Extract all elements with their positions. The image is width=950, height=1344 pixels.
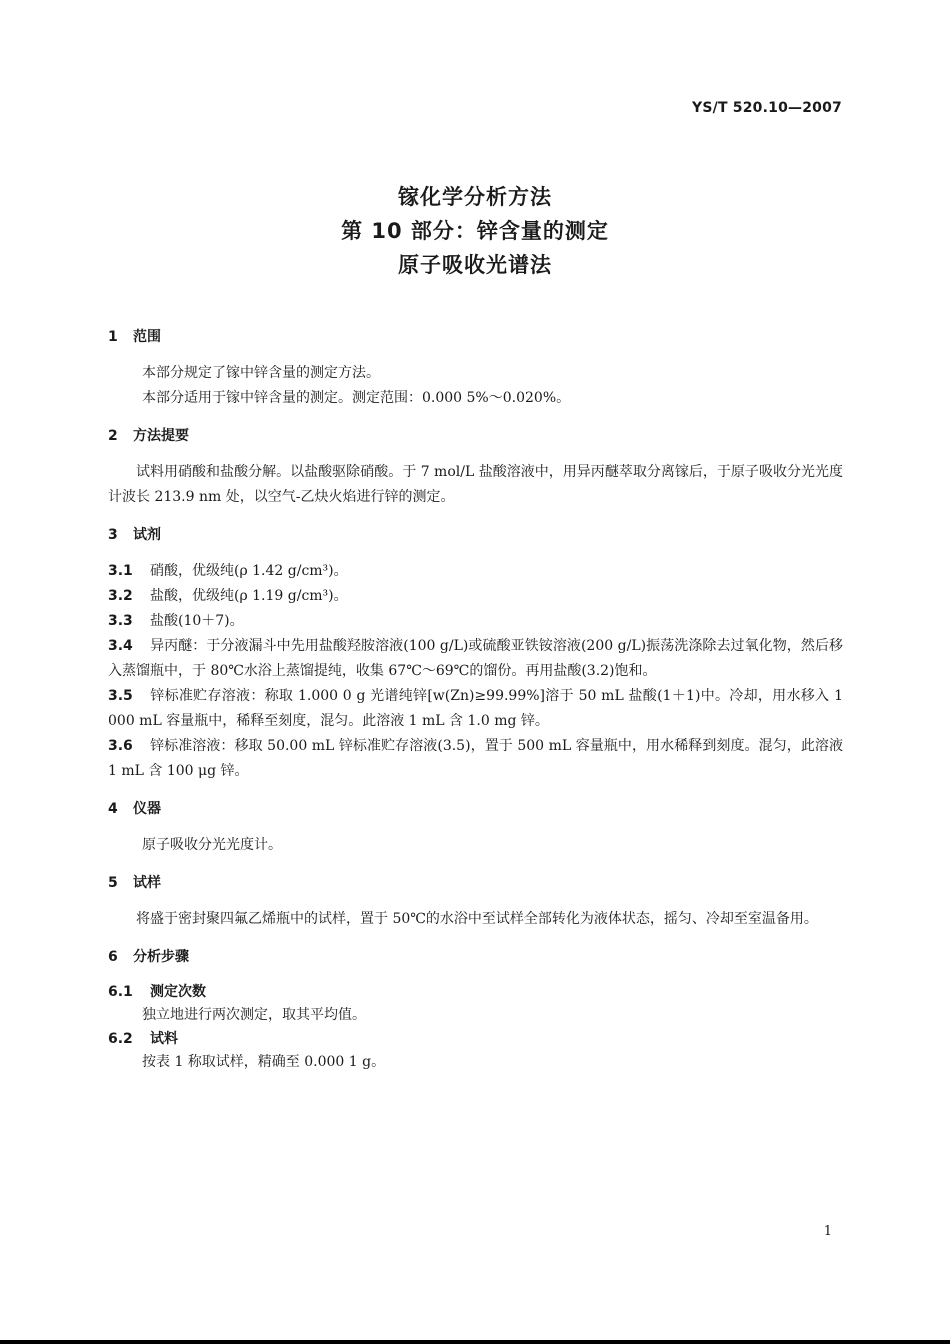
document-title bbox=[0, 180, 950, 282]
section-title: 试剂 bbox=[133, 527, 161, 543]
section-heading-6 bbox=[108, 946, 843, 968]
paragraph: 将盛于密封聚四氟乙烯瓶中的试样，置于 50℃的水浴中至试样全部转化为液体状态，摇匀、冷却至室温备用。 bbox=[136, 911, 818, 927]
section-heading-3 bbox=[108, 524, 843, 546]
subsection-title: 测定次数 bbox=[150, 984, 206, 1000]
section-title: 仪器 bbox=[133, 801, 161, 817]
document-body bbox=[108, 326, 843, 1075]
item-text: 锌标准贮存溶液：称取 1.000 0 g 光谱纯锌[w(Zn)≥99.99%]溶于 50 mL 盐酸(1＋1)中。冷却，用水移入 1 000 mL 容量瓶中，稀释至刻度，混匀。此溶液 1 mL 含 1.0 mg 锌。 bbox=[108, 688, 843, 729]
paragraph: 原子吸收分光光度计。 bbox=[142, 837, 282, 853]
item-number: 3.3 bbox=[108, 613, 133, 629]
paragraph: 本部分适用于镓中锌含量的测定。测定范围：0.000 5%～0.020%。 bbox=[142, 390, 571, 406]
section-number: 3 bbox=[108, 527, 118, 543]
item-text: 盐酸，优级纯(ρ 1.19 g/cm³)。 bbox=[150, 588, 348, 604]
subsection-heading-6-1 bbox=[108, 981, 843, 1003]
list-item bbox=[108, 634, 843, 684]
title-line-1: 镓化学分析方法 bbox=[398, 185, 552, 209]
bottom-edge-bar bbox=[0, 1340, 950, 1344]
item-text: 硝酸，优级纯(ρ 1.42 g/cm³)。 bbox=[150, 563, 348, 579]
section-heading-1 bbox=[108, 326, 843, 348]
item-number: 3.5 bbox=[108, 688, 133, 704]
section-title: 试样 bbox=[133, 875, 161, 891]
paragraph: 按表 1 称取试样，精确至 0.000 1 g。 bbox=[142, 1054, 386, 1070]
section-heading-2 bbox=[108, 425, 843, 447]
item-text: 异丙醚：于分液漏斗中先用盐酸羟胺溶液(100 g/L)或硫酸亚铁铵溶液(200 g/L)振荡洗涤除去过氧化物，然后移入蒸馏瓶中，于 80℃水浴上蒸馏提纯，收集 67℃～69℃的馏份。再用盐酸(3.2)饱和。 bbox=[108, 638, 843, 679]
section-number: 5 bbox=[108, 875, 118, 891]
title-line-3: 原子吸收光谱法 bbox=[398, 253, 552, 277]
item-text: 盐酸(10＋7)。 bbox=[150, 613, 244, 629]
item-number: 3.4 bbox=[108, 638, 133, 654]
section-number: 6 bbox=[108, 949, 118, 965]
list-item bbox=[108, 584, 843, 609]
section-number: 2 bbox=[108, 428, 118, 444]
item-number: 3.6 bbox=[108, 738, 133, 754]
section-number: 1 bbox=[108, 329, 118, 345]
section-title: 分析步骤 bbox=[133, 949, 189, 965]
section-number: 4 bbox=[108, 801, 118, 817]
page-number: 1 bbox=[823, 1224, 832, 1239]
section-heading-4 bbox=[108, 798, 843, 820]
section-heading-5 bbox=[108, 872, 843, 894]
paragraph: 本部分规定了镓中锌含量的测定方法。 bbox=[142, 365, 380, 381]
item-text: 锌标准溶液：移取 50.00 mL 锌标准贮存溶液(3.5)，置于 500 mL 容量瓶中，用水稀释到刻度。混匀，此溶液 1 mL 含 100 μg 锌。 bbox=[108, 738, 843, 779]
subsection-number: 6.2 bbox=[108, 1031, 133, 1047]
item-number: 3.1 bbox=[108, 563, 133, 579]
subsection-heading-6-2 bbox=[108, 1028, 843, 1050]
paragraph: 试料用硝酸和盐酸分解。以盐酸驱除硝酸。于 7 mol/L 盐酸溶液中，用异丙醚萃取分离镓后，于原子吸收分光光度计波长 213.9 nm 处，以空气-乙炔火焰进行锌的测定。 bbox=[108, 464, 843, 505]
paragraph: 独立地进行两次测定，取其平均值。 bbox=[142, 1007, 366, 1023]
list-item bbox=[108, 734, 843, 784]
subsection-title: 试料 bbox=[150, 1031, 178, 1047]
item-number: 3.2 bbox=[108, 588, 133, 604]
list-item bbox=[108, 559, 843, 584]
title-line-2: 第 10 部分：锌含量的测定 bbox=[341, 219, 609, 243]
standard-code: YS/T 520.10—2007 bbox=[692, 100, 842, 116]
section-title: 范围 bbox=[133, 329, 161, 345]
list-item bbox=[108, 684, 843, 734]
subsection-number: 6.1 bbox=[108, 984, 133, 1000]
list-item bbox=[108, 609, 843, 634]
section-title: 方法提要 bbox=[133, 428, 189, 444]
